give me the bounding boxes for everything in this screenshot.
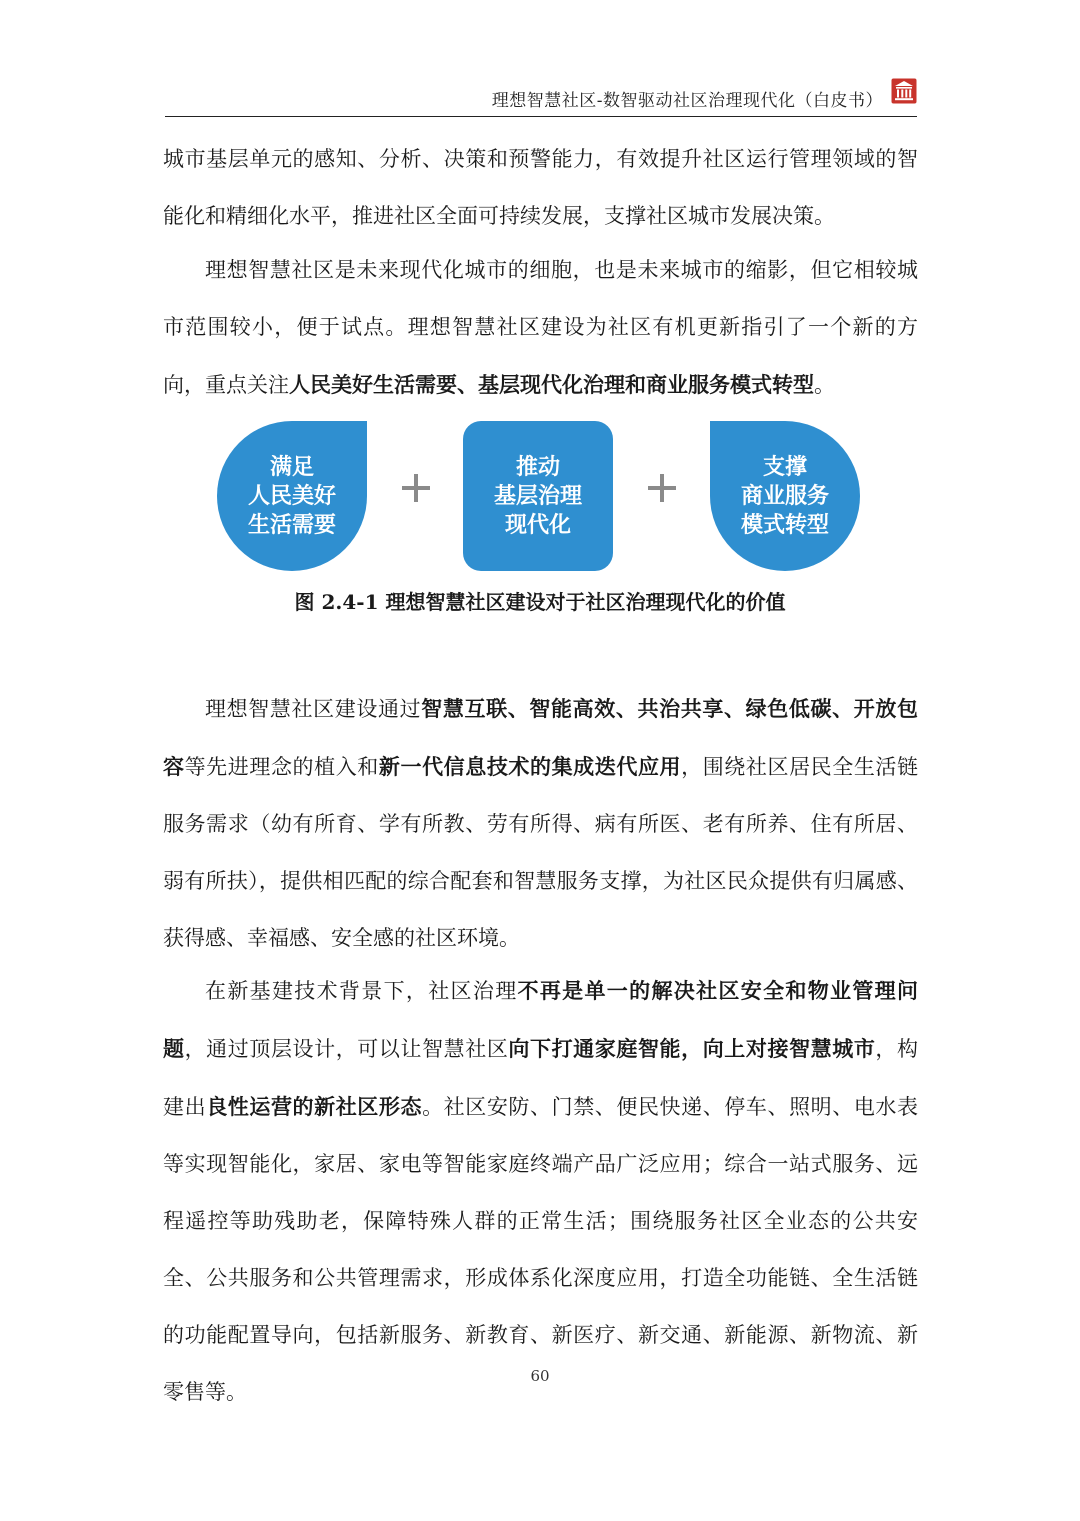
diagram-shape-business (710, 421, 860, 571)
shape-3-line-2: 商业服务 (740, 483, 829, 509)
paragraph-2-text-2: 。 (814, 373, 835, 397)
plus-icon (642, 468, 682, 508)
shape-2-line-2: 基层治理 (493, 483, 582, 509)
shape-2-line-1: 推动 (515, 454, 560, 480)
building-logo-icon (891, 78, 917, 104)
paragraph-3-text-3: ，围绕社区居民全生活链服务需求（幼有所育、学有所教、劳有所得、病有所医、老有所养、住有所居、弱有所扶），提供相匹配的综合配套和智慧服务支撑，为社区民众提供有归属感、获得感、幸福感、安全感的社区环境。 (163, 755, 919, 950)
value-diagram (0, 418, 1080, 578)
page-header (165, 70, 917, 117)
paragraph-1 (163, 131, 918, 245)
paragraph-2-text-1: 理想智慧社区是未来现代化城市的细胞，也是未来城市的缩影，但它相较城市范围较小，便于试点。理想智慧社区建设为社区有机更新指引了一个新的方向，重点关注 (163, 258, 918, 397)
paragraph-4-text-3: ，构建出 (163, 1037, 919, 1119)
paragraph-4-bold-2: 向下打通家庭智能，向上对接智慧城市 (508, 1036, 876, 1061)
paragraph-3 (163, 680, 918, 967)
paragraph-4-bold-1: 不再是单一的解决社区安全和物业管理问题 (163, 978, 918, 1061)
page-number: 60 (530, 1367, 550, 1385)
shape-3-line-3: 模式转型 (740, 512, 829, 538)
paragraph-3-bold-1: 智慧互联、智能高效、共治共享、绿色低碳、开放包容 (163, 696, 918, 779)
shape-1-line-1: 满足 (269, 454, 314, 480)
header-title: 理想智慧社区-数智驱动社区治理现代化（白皮书） (491, 91, 883, 111)
paragraph-4-text-4: 。社区安防、门禁、便民快递、停车、照明、电水表等实现智能化，家居、家电等智能家庭终端产品广泛应用；综合一站式服务、远程遥控等助残助老，保障特殊人群的正常生活；围绕服务社区全业态的公共安全、公共服务和公共管理需求，形成体系化深度应用，打造全功能链、全生活链的功能配置导向，包括新服务、新教育、新医疗、新交通、新能源、新物流、新零售等。 (163, 1095, 919, 1404)
paragraph-2 (163, 242, 918, 414)
paragraph-2-bold-1: 人民美好生活需要、基层现代化治理和商业服务模式转型 (289, 372, 814, 397)
shape-1-line-3: 生活需要 (247, 512, 336, 538)
paragraph-3-bold-2: 新一代信息技术的集成迭代应用 (378, 754, 682, 779)
diagram-shape-people-needs (217, 421, 367, 571)
diagram-shape-governance (463, 421, 613, 571)
shape-3-line-1: 支撑 (762, 454, 807, 480)
paragraph-1-text: 城市基层单元的感知、分析、决策和预警能力，有效提升社区运行管理领域的智能化和精细化水平，推进社区全面可持续发展，支撑社区城市发展决策。 (163, 147, 918, 228)
paragraph-3-text-1: 理想智慧社区建设通过 (205, 697, 422, 721)
paragraph-4-text-1: 在新基建技术背景下，社区治理 (205, 979, 518, 1003)
paragraph-4-text-2: ，通过顶层设计，可以让智慧社区 (184, 1037, 509, 1061)
paragraph-4-bold-3: 良性运营的新社区形态 (206, 1094, 423, 1119)
figure-caption: 图 2.4-1 理想智慧社区建设对于社区治理现代化的价值 (294, 590, 786, 614)
paragraph-3-text-2: 等先进理念的植入和 (184, 755, 379, 779)
paragraph-4 (163, 962, 918, 1421)
plus-icon (396, 468, 436, 508)
shape-2-line-3: 现代化 (504, 512, 571, 538)
shape-1-line-2: 人民美好 (247, 483, 336, 509)
